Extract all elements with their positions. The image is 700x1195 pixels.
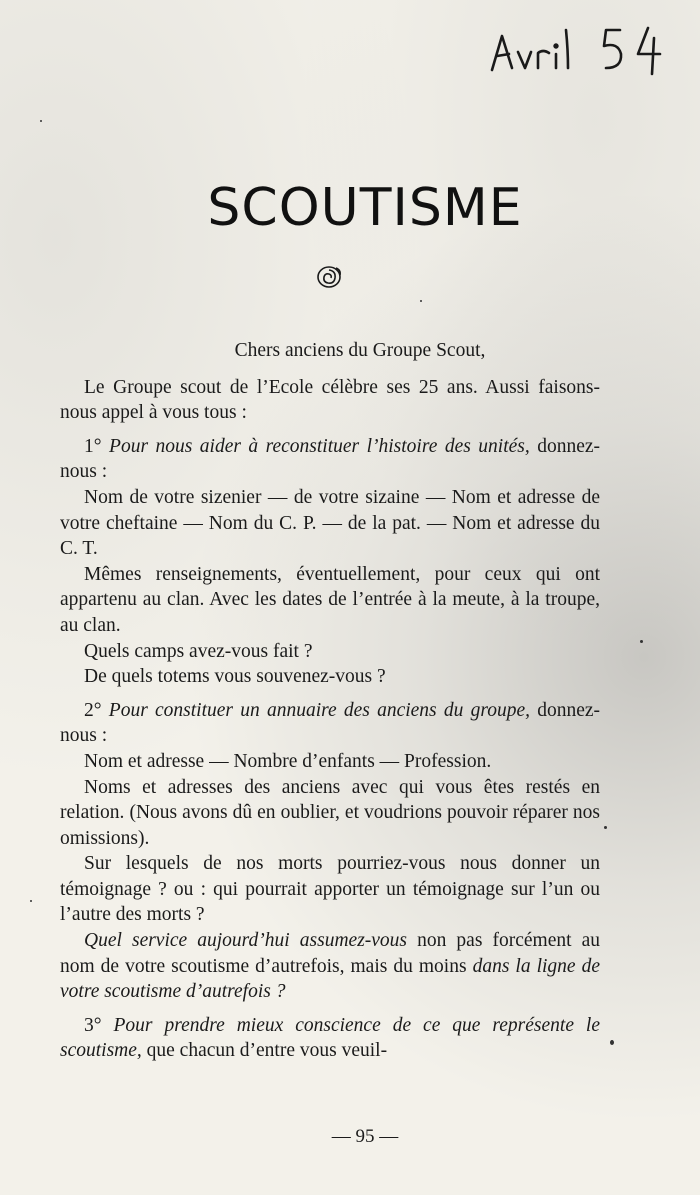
- request-totems: De quels totems vous souvenez-vous ?: [84, 666, 386, 688]
- section-3-title: Pour prendre mieux conscience de ce que représente le scoutisme,: [60, 1014, 601, 1062]
- speck: [640, 640, 643, 643]
- request-testimony: Sur lesquels de nos morts pourriez-vous nous donner un témoignage ? ou : qui pourrait apporter un témoignage sur l’un ou l’autre des morts ?: [60, 853, 600, 926]
- section-2-title: Pour constituer un annuaire des anciens du groupe,: [108, 699, 530, 721]
- section-3-rest: que chacun d’entre vous veuil-: [146, 1040, 388, 1062]
- speck: [610, 1040, 614, 1045]
- speck: [420, 300, 422, 302]
- handwritten-note: [488, 22, 678, 82]
- service-middle: non pas forcément au nom de votre scoutisme d’autrefois, mais du moins: [60, 930, 601, 977]
- section-2-heading: [60, 698, 600, 749]
- section-1-heading: [60, 434, 600, 485]
- section-1-title: Pour nous aider à reconstituer l’histoire des unités,: [109, 435, 530, 457]
- section-2-number: 2°: [84, 699, 102, 721]
- page-title: SCOUTISME: [207, 178, 523, 238]
- salutation: Chers anciens du Groupe Scout,: [234, 340, 486, 361]
- request-service: [60, 928, 600, 1005]
- request-names: Nom de votre sizenier — de votre sizaine — Nom et adresse de votre cheftaine — Nom du C. P. — de la pat. — Nom et adresse du C. T.: [60, 486, 600, 560]
- section-1-rest: donnez-nous :: [60, 435, 601, 483]
- service-question: Quel service aujourd’hui assumez-vous: [84, 930, 408, 952]
- service-end: dans la ligne de votre scoutisme d’autrefois ?: [60, 955, 600, 1003]
- request-clan: Mêmes renseignements, éventuellement, pour ceux qui ont appartenu au clan. Avec les dates de l’entrée à la meute, à la troupe, au clan.: [60, 563, 600, 636]
- request-camps: Quels camps avez-vous fait ?: [84, 640, 313, 662]
- letter-body: [60, 338, 600, 1064]
- section-2-rest: donnez-nous :: [60, 699, 601, 747]
- page-number: — 95 —: [331, 1126, 399, 1147]
- intro-paragraph: Le Groupe scout de l’Ecole célèbre ses 25 ans. Aussi faisons-nous appel à vous tous :: [60, 376, 600, 424]
- spiral-ornament-icon: [314, 262, 344, 292]
- speck: [40, 120, 42, 122]
- section-3-heading: [60, 1013, 600, 1064]
- request-contacts: Noms et adresses des anciens avec qui vous êtes restés en relation. (Nous avons dû en oublier, et voudrions pouvoir réparer nos omissions).: [60, 776, 600, 849]
- speck: [604, 826, 607, 829]
- request-profession: Nom et adresse — Nombre d’enfants — Profession.: [84, 750, 492, 772]
- section-1-number: 1°: [84, 435, 102, 457]
- section-3-number: 3°: [84, 1014, 102, 1036]
- speck: [30, 900, 32, 902]
